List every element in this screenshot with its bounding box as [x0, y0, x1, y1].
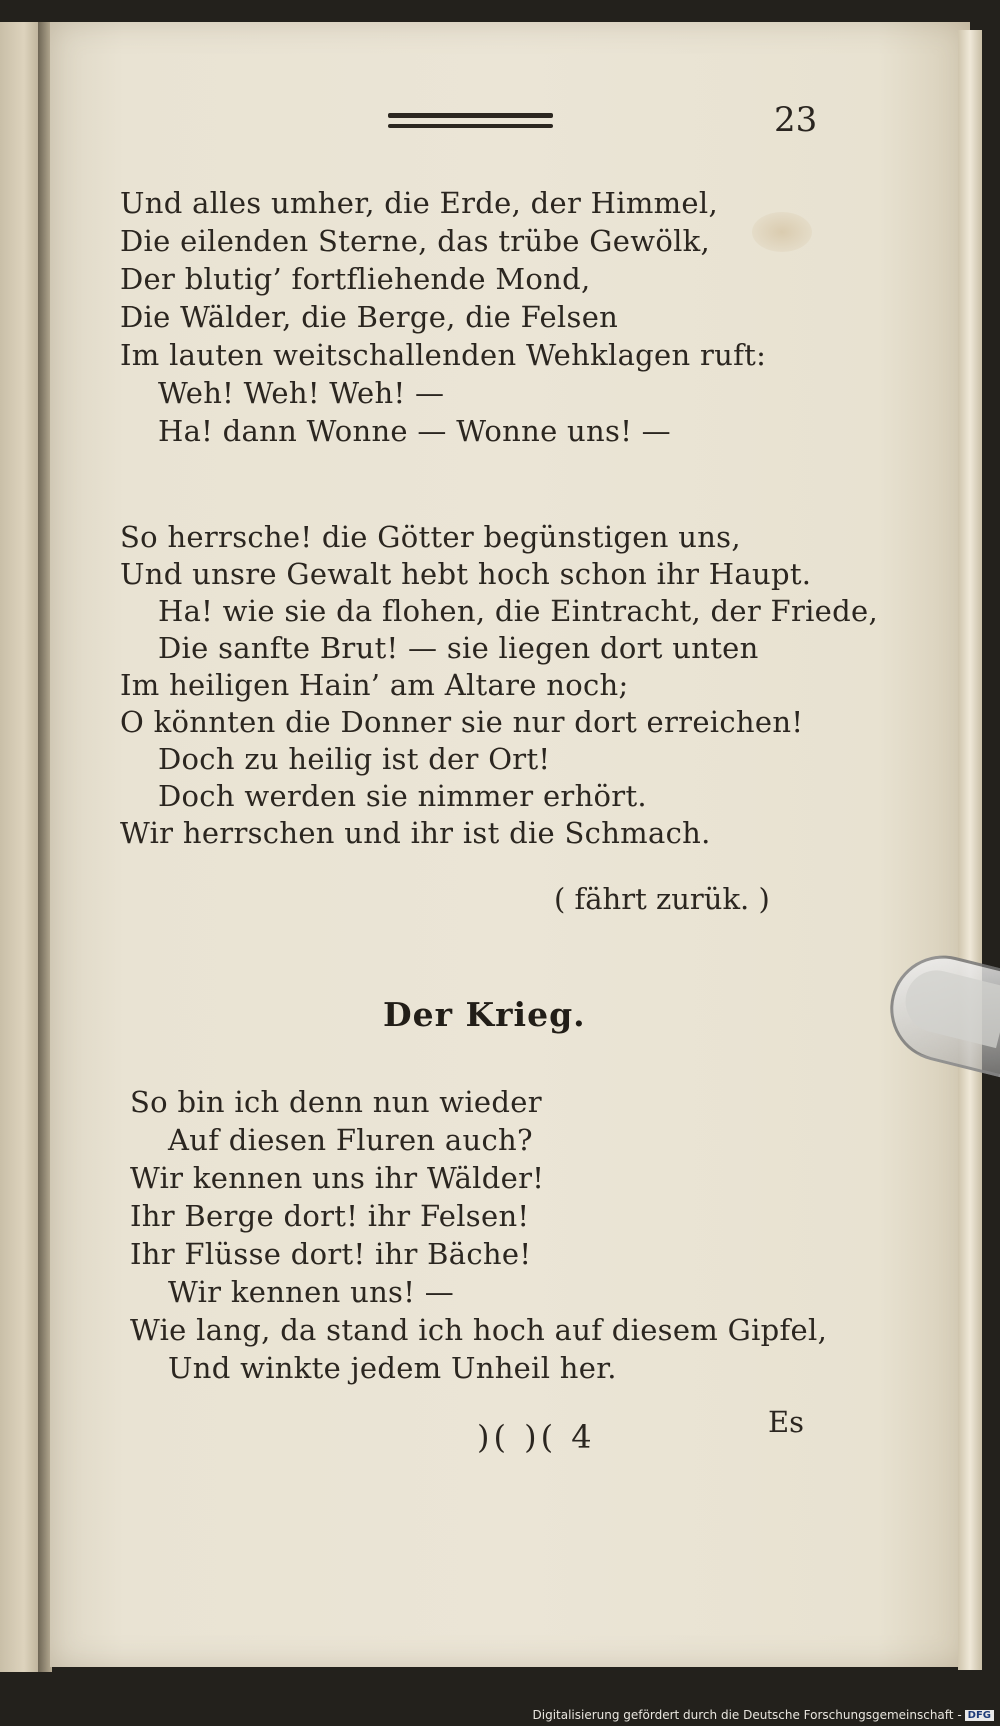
- verse-line: Und alles umher, die Erde, der Himmel,: [120, 186, 718, 220]
- verse-line: Wir kennen uns! —: [168, 1275, 455, 1309]
- verse-line: Wir herrschen und ihr ist die Schmach.: [120, 816, 711, 850]
- verse-line: Und winkte jedem Unheil her.: [168, 1351, 617, 1385]
- signature-mark: )( )( 4: [477, 1418, 596, 1456]
- verse-line: Ihr Berge dort! ihr Felsen!: [130, 1199, 530, 1233]
- verse-line: Weh! Weh! Weh! —: [158, 376, 445, 410]
- page-fore-edge: [958, 30, 982, 1670]
- verse-line: Doch werden sie nimmer erhört.: [158, 779, 647, 813]
- verse-line: O könnten die Donner sie nur dort erreichen!: [120, 705, 804, 739]
- stage-direction: ( fährt zurük. ): [554, 882, 770, 916]
- verse-line: Doch zu heilig ist der Ort!: [158, 742, 551, 776]
- section-heading: Der Krieg.: [383, 995, 586, 1034]
- page-number: 23: [774, 100, 818, 140]
- catchword: Es: [768, 1405, 805, 1439]
- verse-line: Und unsre Gewalt hebt hoch schon ihr Haupt.: [120, 557, 812, 591]
- verse-line: Wie lang, da stand ich hoch auf diesem Gipfel,: [130, 1313, 828, 1347]
- verse-line: Im lauten weitschallenden Wehklagen ruft:: [120, 338, 767, 372]
- verse-line: Ha! wie sie da flohen, die Eintracht, der Friede,: [158, 594, 878, 628]
- digitization-credit: [533, 1708, 995, 1722]
- header-rule-top: [388, 113, 553, 118]
- verse-line: Ha! dann Wonne — Wonne uns! —: [158, 414, 671, 448]
- verse-line: Der blutig’ fortfliehende Mond,: [120, 262, 591, 296]
- verse-line: Auf diesen Fluren auch?: [168, 1123, 533, 1157]
- header-rule-bottom: [388, 124, 553, 128]
- credit-text: Digitalisierung gefördert durch die Deutsche Forschungsgemeinschaft -: [532, 1708, 962, 1722]
- paper-stain: [752, 212, 812, 252]
- verse-line: So herrsche! die Götter begünstigen uns,: [120, 520, 741, 554]
- facing-page-edge: [0, 22, 40, 1672]
- verse-line: Wir kennen uns ihr Wälder!: [130, 1161, 545, 1195]
- verse-line: Die sanfte Brut! — sie liegen dort unten: [158, 631, 759, 665]
- verse-line: Ihr Flüsse dort! ihr Bäche!: [130, 1237, 532, 1271]
- verse-line: Die Wälder, die Berge, die Felsen: [120, 300, 619, 334]
- verse-line: Die eilenden Sterne, das trübe Gewölk,: [120, 224, 711, 258]
- verse-line: So bin ich denn nun wieder: [130, 1085, 542, 1119]
- dfg-logo: DFG: [965, 1710, 994, 1721]
- verse-line: Im heiligen Hain’ am Altare noch;: [120, 668, 629, 702]
